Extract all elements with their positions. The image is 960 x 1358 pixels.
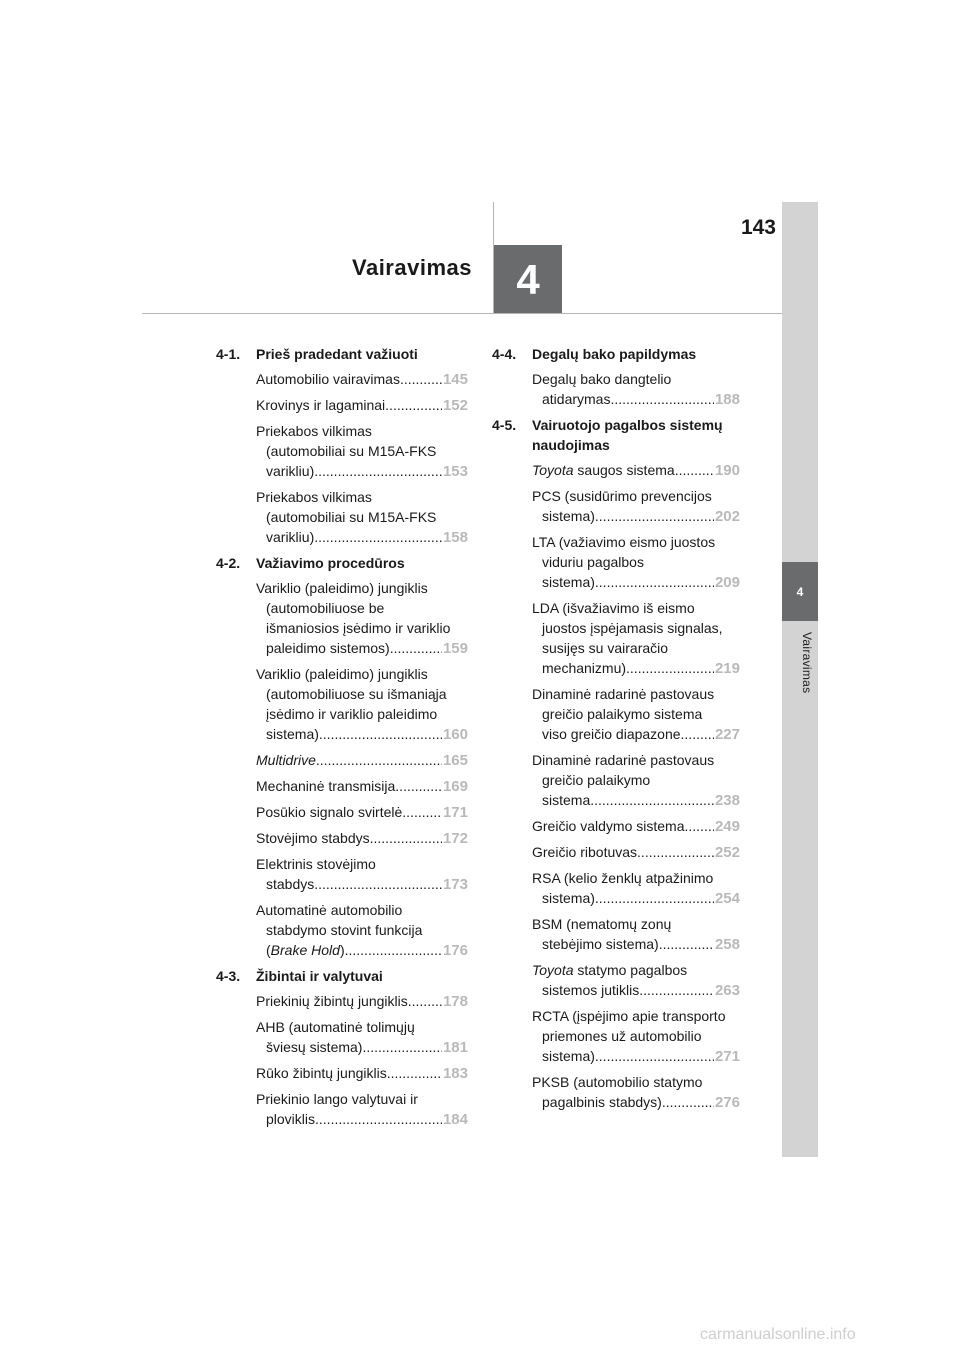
entry-text: LTA (važiavimo eismo juostos (532, 534, 716, 550)
entry-last-line (532, 980, 740, 1001)
toc-entry[interactable] (216, 991, 468, 1012)
section-number: 4-4. (492, 346, 517, 362)
entry-text: PKSB (automobilio statymo (532, 1074, 703, 1090)
side-tab-number[interactable]: 4 (782, 562, 818, 621)
dot-leader (675, 460, 714, 480)
page-ref[interactable]: 181 (442, 1039, 468, 1056)
toc-entry[interactable] (216, 776, 468, 797)
dot-leader (314, 527, 442, 547)
toc-entry[interactable] (216, 369, 468, 390)
page-ref[interactable]: 271 (714, 1048, 740, 1065)
entry-text: sistema) (542, 574, 595, 590)
toc-entry[interactable] (216, 802, 468, 823)
page-ref[interactable]: 238 (714, 792, 740, 809)
section-heading[interactable] (492, 415, 740, 455)
entry-text: sistema) (542, 1048, 595, 1064)
toc-entry[interactable] (492, 684, 740, 745)
entry-text: šviesų sistema) (266, 1039, 363, 1055)
toc-entry[interactable] (216, 1017, 468, 1058)
entry-last-line (532, 816, 740, 837)
entry-text: Dinaminė radarinė pastovaus (532, 686, 715, 702)
chapter-title: Vairavimas (352, 255, 472, 280)
toc-entry[interactable] (492, 486, 740, 527)
entry-last-line (256, 802, 468, 823)
page-ref[interactable]: 176 (442, 942, 468, 959)
dot-leader (315, 1109, 442, 1129)
entry-text: stabdys (266, 876, 315, 892)
entry-text: Dinaminė radarinė pastovaus (532, 752, 715, 768)
entry-last-line (532, 842, 740, 863)
page-ref[interactable]: 202 (714, 508, 740, 525)
section-heading[interactable] (492, 344, 740, 364)
header-horizontal-divider (142, 313, 782, 314)
entry-text: pagalbinis stabdys) (542, 1094, 662, 1110)
feature-name: Brake Hold (270, 942, 340, 958)
toc-entry[interactable] (216, 664, 468, 745)
entry-text: LDA (išvažiavimo iš eismo (532, 600, 695, 616)
page-ref[interactable]: 171 (442, 804, 468, 821)
page-ref[interactable]: 249 (714, 818, 740, 835)
entry-last-line (256, 369, 468, 390)
entry-text: Posūkio signalo svirtelė (256, 804, 403, 820)
page-ref[interactable]: 219 (714, 660, 740, 677)
toc-entry[interactable] (216, 1089, 468, 1130)
section-title: Prieš pradedant važiuoti (256, 346, 418, 362)
toc-entry[interactable] (492, 460, 740, 481)
section-number: 4-2. (216, 555, 241, 571)
entry-last-line (532, 888, 740, 909)
toc-entry[interactable] (492, 598, 740, 679)
toc-entry[interactable] (216, 828, 468, 849)
entry-text: (Brake Hold) (266, 942, 345, 958)
page-ref[interactable]: 159 (442, 640, 468, 657)
dot-leader (319, 724, 442, 744)
brand-name: Toyota (532, 962, 574, 978)
toc-entry[interactable] (216, 854, 468, 895)
entry-last-line (256, 638, 468, 659)
dot-leader (595, 572, 714, 592)
page-number: 143 (740, 216, 776, 239)
entry-text: susijęs su vairaračio (542, 640, 669, 656)
section-number: 4-3. (216, 968, 241, 984)
page-ref[interactable]: 173 (442, 876, 468, 893)
entry-last-line (256, 828, 468, 849)
entry-text: Elektrinis stovėjimo (256, 856, 376, 872)
entry-text: (automobiliuose su išmaniąja (266, 686, 447, 702)
dot-leader (345, 940, 442, 960)
dot-leader (314, 874, 442, 894)
entry-text: greičio palaikymo sistema (542, 706, 703, 722)
entry-text: RSA (kelio ženklų atpažinimo (532, 870, 714, 886)
entry-last-line (256, 527, 468, 548)
dot-leader (595, 1046, 714, 1066)
page-ref[interactable]: 183 (442, 1065, 468, 1082)
toc-entry[interactable] (492, 914, 740, 955)
entry-text: (automobiliai su M15A-FKS (266, 443, 437, 459)
entry-last-line (532, 460, 740, 481)
entry-text: Greičio ribotuvas (532, 844, 638, 860)
section-heading[interactable] (216, 966, 468, 986)
entry-last-line (256, 461, 468, 482)
page-ref[interactable]: 160 (442, 726, 468, 743)
dot-leader (385, 395, 442, 415)
entry-text: Priekabos vilkimas (256, 489, 372, 505)
dot-leader (316, 750, 442, 770)
side-tab-label: Vairavimas (800, 632, 814, 694)
entry-text: AHB (automatinė tolimųjų (256, 1019, 415, 1035)
dot-leader (610, 389, 714, 409)
page-ref[interactable]: 209 (714, 574, 740, 591)
watermark: carmanualsonline.info (700, 1326, 856, 1343)
entry-last-line (532, 389, 740, 410)
dot-leader (395, 776, 442, 796)
toc-entry[interactable] (216, 750, 468, 771)
dot-leader (314, 461, 442, 481)
entry-text: juostos įspėjamasis signalas, (542, 620, 723, 636)
page-ref[interactable]: 172 (442, 830, 468, 847)
entry-text: Mechaninė transmisija (256, 778, 396, 794)
entry-last-line (532, 724, 740, 745)
entry-text: (automobiliai su M15A-FKS (266, 509, 437, 525)
dot-leader (390, 638, 442, 658)
entry-last-line (256, 776, 468, 797)
entry-text: atidarymas (542, 391, 611, 407)
page-ref[interactable]: 190 (714, 462, 740, 479)
entry-text: viduriu pagalbos (542, 554, 644, 570)
dot-leader (402, 802, 442, 822)
toc-right-column (492, 344, 740, 1118)
entry-last-line (256, 874, 468, 895)
toc-entry[interactable] (216, 900, 468, 961)
entry-text: Toyota statymo pagalbos (532, 962, 688, 978)
entry-text: Greičio valdymo sistema (532, 818, 685, 834)
brand-name: Toyota (532, 462, 574, 478)
dot-leader (595, 888, 714, 908)
entry-text: paleidimo sistemos) (266, 640, 390, 656)
section-heading[interactable] (216, 344, 468, 364)
entry-text: Priekinio lango valytuvai ir (256, 1091, 418, 1107)
page-ref[interactable]: 169 (442, 778, 468, 795)
entry-text: ploviklis (266, 1111, 316, 1127)
dot-leader (362, 1037, 442, 1057)
entry-text: BSM (nematomų zonų (532, 916, 672, 932)
entry-text: stebėjimo sistema) (542, 936, 659, 952)
entry-text: Priekinių žibintų jungiklis (256, 993, 408, 1009)
dot-leader (408, 991, 442, 1011)
entry-last-line (532, 790, 740, 811)
entry-text: Krovinys ir lagaminai (256, 397, 386, 413)
page-ref[interactable]: 158 (442, 529, 468, 546)
entry-last-line (256, 1037, 468, 1058)
entry-text: viso greičio diapazone (542, 726, 681, 742)
entry-text: sistema) (542, 508, 595, 524)
entry-text: varikliu) (266, 529, 315, 545)
section-title: Važiavimo procedūros (256, 555, 405, 571)
entry-last-line (532, 658, 740, 679)
entry-text: Priekabos vilkimas (256, 423, 372, 439)
dot-leader (590, 790, 714, 810)
entry-text: Toyota saugos sistema (532, 462, 675, 478)
entry-last-line (256, 940, 468, 961)
entry-text: sistema) (266, 726, 319, 742)
page-ref[interactable]: 152 (442, 397, 468, 414)
dot-leader (659, 934, 714, 954)
entry-last-line (532, 506, 740, 527)
page-ref[interactable]: 178 (442, 993, 468, 1010)
toc-entry[interactable] (216, 1063, 468, 1084)
dot-leader (400, 369, 442, 389)
toc-entry[interactable] (216, 421, 468, 482)
entry-last-line (256, 1109, 468, 1130)
entry-last-line (256, 724, 468, 745)
entry-text: sistemos jutiklis (542, 982, 640, 998)
page-ref[interactable]: 188 (714, 391, 740, 408)
toc-entry[interactable] (492, 842, 740, 863)
page-ref[interactable]: 276 (714, 1094, 740, 1111)
entry-last-line (256, 1063, 468, 1084)
dot-leader (662, 1092, 714, 1112)
toc-entry[interactable] (492, 960, 740, 1001)
entry-text: Rūko žibintų jungiklis (256, 1065, 387, 1081)
entry-last-line (532, 934, 740, 955)
dot-leader (387, 1063, 442, 1083)
entry-last-line (256, 750, 468, 771)
dot-leader (637, 842, 714, 862)
toc-entry[interactable] (492, 1006, 740, 1067)
toc-entry[interactable] (216, 578, 468, 659)
dot-leader (626, 658, 714, 678)
entry-text: varikliu) (266, 463, 315, 479)
toc-entry[interactable] (216, 487, 468, 548)
section-title: Vairuotojo pagalbos sistemų naudojimas (532, 417, 723, 453)
section-title: Degalų bako papildymas (532, 346, 697, 362)
entry-text: stabdymo stovint funkcija (266, 922, 423, 938)
page-ref[interactable]: 263 (714, 982, 740, 999)
entry-text: sistema (542, 792, 591, 808)
entry-last-line (532, 572, 740, 593)
section-title: Žibintai ir valytuvai (256, 968, 383, 984)
section-number: 4-5. (492, 417, 517, 433)
section-heading[interactable] (216, 553, 468, 573)
toc-entry[interactable] (492, 1072, 740, 1113)
entry-text: (automobiliuose be (266, 600, 385, 616)
entry-text: Multidrive (256, 752, 316, 768)
toc-entry[interactable] (492, 750, 740, 811)
entry-last-line (532, 1046, 740, 1067)
entry-text: įsėdimo ir variklio paleidimo (266, 706, 438, 722)
toc-entry[interactable] (216, 395, 468, 416)
entry-text: išmaniosios įsėdimo ir variklio (266, 620, 451, 636)
page-ref[interactable]: 258 (714, 936, 740, 953)
toc-entry[interactable] (492, 369, 740, 410)
entry-text: Degalų bako dangtelio (532, 371, 672, 387)
dot-leader (685, 816, 714, 836)
entry-text: Automatinė automobilio (256, 902, 403, 918)
dot-leader (595, 506, 714, 526)
entry-text: PCS (susidūrimo prevencijos (532, 488, 712, 504)
page-ref[interactable]: 252 (714, 844, 740, 861)
toc-entry[interactable] (492, 868, 740, 909)
toc-entry[interactable] (492, 816, 740, 837)
page-ref[interactable]: 227 (714, 726, 740, 743)
page-ref[interactable]: 254 (714, 890, 740, 907)
chapter-number-box: 4 (494, 245, 562, 314)
entry-text: sistema) (542, 890, 595, 906)
dot-leader (681, 724, 714, 744)
page-ref[interactable]: 145 (442, 371, 468, 388)
page-ref[interactable]: 153 (442, 463, 468, 480)
entry-last-line (256, 991, 468, 1012)
entry-text: Automobilio vairavimas (256, 371, 400, 387)
dot-leader (370, 828, 442, 848)
dot-leader (639, 980, 714, 1000)
entry-text: RCTA (įspėjimo apie transporto (532, 1008, 726, 1024)
page-ref[interactable]: 165 (442, 752, 468, 769)
entry-text: mechanizmu) (542, 660, 627, 676)
entry-text: Variklio (paleidimo) jungiklis (256, 666, 428, 682)
entry-last-line (532, 1092, 740, 1113)
entry-text: greičio palaikymo (542, 772, 651, 788)
toc-left-column (216, 344, 468, 1135)
entry-text: priemones už automobilio (542, 1028, 702, 1044)
entry-text: Stovėjimo stabdys (256, 830, 370, 846)
page-ref[interactable]: 184 (442, 1111, 468, 1128)
toc-entry[interactable] (492, 532, 740, 593)
entry-text: Variklio (paleidimo) jungiklis (256, 580, 428, 596)
section-number: 4-1. (216, 346, 241, 362)
entry-last-line (256, 395, 468, 416)
